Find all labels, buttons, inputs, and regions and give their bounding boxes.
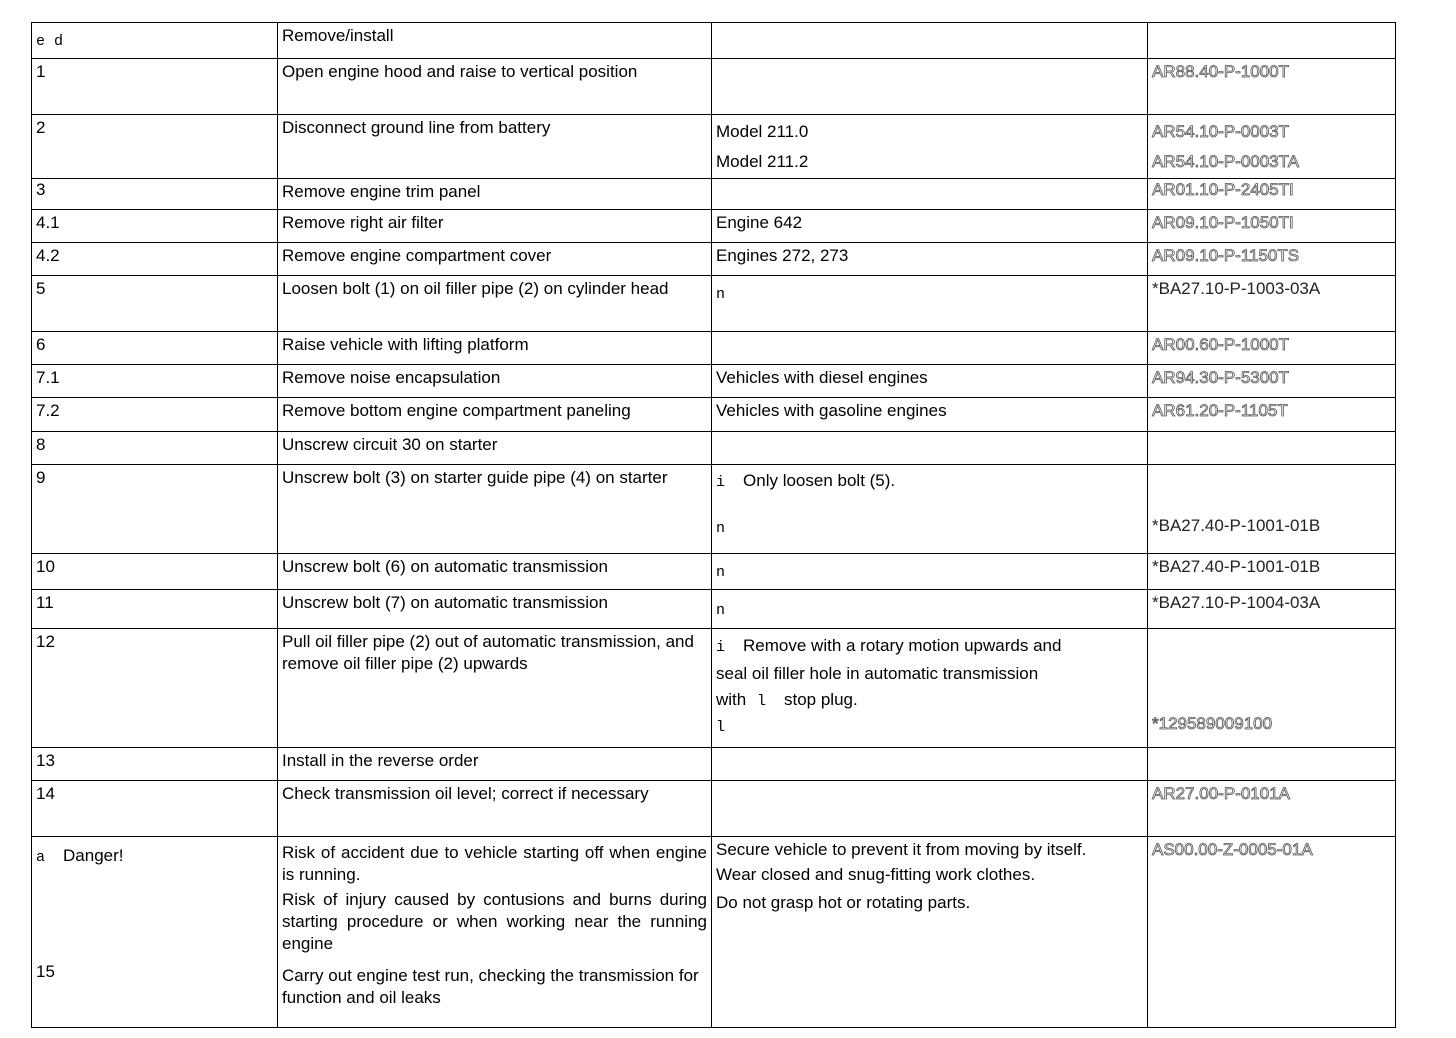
step-action: Remove noise encapsulation xyxy=(278,365,712,398)
danger-measures-cell xyxy=(712,837,1148,1028)
step-reference xyxy=(1148,748,1396,781)
reference-link[interactable]: AR09.10-P-1050TI xyxy=(1152,213,1294,232)
stop-plug-note-with: with xyxy=(716,690,747,709)
info-note-text: Remove with a rotary motion upwards and xyxy=(743,636,1062,655)
step-reference[interactable] xyxy=(1148,243,1396,276)
step-notes xyxy=(712,554,1148,590)
step-reference[interactable] xyxy=(1148,554,1396,590)
step-number: 13 xyxy=(32,748,278,781)
danger-heading xyxy=(36,845,273,869)
danger-label: Danger! xyxy=(63,846,124,865)
step-number: 12 xyxy=(32,629,278,748)
step-reference[interactable] xyxy=(1148,210,1396,243)
step-reference[interactable] xyxy=(1148,59,1396,115)
reference-link[interactable]: AR54.10-P-0003T xyxy=(1152,122,1290,141)
part-number-link[interactable]: *129589009100 xyxy=(1152,714,1273,733)
step-number: 4.1 xyxy=(32,210,278,243)
table-row xyxy=(32,554,1396,590)
header-title: Remove/install xyxy=(282,26,394,45)
step-reference[interactable] xyxy=(1148,179,1396,210)
reference-link[interactable]: *BA27.10-P-1003-03A xyxy=(1152,279,1321,298)
step-reference[interactable] xyxy=(1148,629,1396,748)
step-number: 7.2 xyxy=(32,398,278,432)
info-icon: i xyxy=(716,474,726,491)
header-notes-cell xyxy=(712,23,1148,59)
note-model: Model 211.0 xyxy=(716,122,809,141)
table-row xyxy=(32,115,1396,179)
step-notes xyxy=(712,748,1148,781)
step-action: Install in the reverse order xyxy=(278,748,712,781)
step-notes xyxy=(712,179,1148,210)
info-icon: i xyxy=(716,639,726,656)
reference-link[interactable]: AR01.10-P-2405TI xyxy=(1152,180,1294,199)
table-row xyxy=(32,365,1396,398)
step-action: Unscrew bolt (7) on automatic transmission xyxy=(278,590,712,629)
table-row xyxy=(32,179,1396,210)
reference-link[interactable]: *BA27.40-P-1001-01B xyxy=(1152,516,1321,535)
table-row xyxy=(32,332,1396,365)
step-action: Pull oil filler pipe (2) out of automatic transmission, and remove oil filler pipe (2) upwards xyxy=(278,629,712,748)
step-action: Remove bottom engine compartment paneling xyxy=(278,398,712,432)
step-notes: Vehicles with diesel engines xyxy=(712,365,1148,398)
step-number: 4.2 xyxy=(32,243,278,276)
step-action: Carry out engine test run, checking the transmission for function and oil leaks xyxy=(282,966,699,1007)
step-number: 10 xyxy=(32,554,278,590)
table-row xyxy=(32,398,1396,432)
step-number: 15 xyxy=(36,962,55,981)
torque-note-icon: n xyxy=(716,286,726,303)
step-notes: Engine 642 xyxy=(712,210,1148,243)
step-reference[interactable] xyxy=(1148,365,1396,398)
step-notes xyxy=(712,432,1148,465)
stop-plug-note xyxy=(716,687,1143,715)
step-reference[interactable] xyxy=(1148,590,1396,629)
header-symbol-cell xyxy=(32,23,278,59)
danger-reference-cell[interactable] xyxy=(1148,837,1396,1028)
table-row xyxy=(32,432,1396,465)
step-notes xyxy=(712,590,1148,629)
step-action: Unscrew bolt (3) on starter guide pipe (4) on starter xyxy=(278,465,712,554)
risk-accident-head: Risk of accident xyxy=(282,843,405,862)
step-notes xyxy=(712,115,1148,179)
table-row xyxy=(32,59,1396,115)
step-action: Loosen bolt (1) on oil filler pipe (2) on cylinder head xyxy=(278,276,712,332)
step-action: Remove engine trim panel xyxy=(278,179,712,210)
step-action: Raise vehicle with lifting platform xyxy=(278,332,712,365)
part-note-icon: l xyxy=(716,719,726,736)
reference-link[interactable]: AR09.10-P-1150TS xyxy=(1152,246,1300,265)
risk-injury-text: caused by contusions and burns during starting procedure or when working near the running engine xyxy=(282,890,707,953)
step-number: 8 xyxy=(32,432,278,465)
step-number: 3 xyxy=(32,179,278,210)
table-row xyxy=(32,748,1396,781)
step-number: 2 xyxy=(32,115,278,179)
table-row xyxy=(32,629,1396,748)
info-note-text: Only loosen bolt (5). xyxy=(743,471,896,490)
step-reference[interactable] xyxy=(1148,332,1396,365)
step-reference xyxy=(1148,432,1396,465)
reference-link[interactable]: AR94.30-P-5300T xyxy=(1152,368,1290,387)
reference-link[interactable]: AR88.40-P-1000T xyxy=(1152,62,1290,81)
step-number: 6 xyxy=(32,332,278,365)
step-number: 11 xyxy=(32,590,278,629)
table-row xyxy=(32,210,1396,243)
header-title-cell xyxy=(278,23,712,59)
step-notes xyxy=(712,465,1148,554)
step-reference[interactable] xyxy=(1148,115,1396,179)
risk-injury-head: Risk of injury xyxy=(282,890,387,909)
step-action: Unscrew bolt (6) on automatic transmission xyxy=(278,554,712,590)
table-row xyxy=(32,590,1396,629)
step-notes: Vehicles with gasoline engines xyxy=(712,398,1148,432)
header-refs-cell xyxy=(1148,23,1396,59)
risk-injury xyxy=(282,889,707,955)
danger-risk-cell xyxy=(278,837,712,1028)
info-note-continued: seal oil filler hole in automatic transmission xyxy=(716,664,1039,683)
table-row xyxy=(32,276,1396,332)
reference-link[interactable]: AS00.00-Z-0005-01A xyxy=(1152,840,1313,859)
step-action: Open engine hood and raise to vertical position xyxy=(278,59,712,115)
step-reference[interactable] xyxy=(1148,276,1396,332)
step-notes xyxy=(712,276,1148,332)
risk-accident-text: due to vehicle starting off when engine is running. xyxy=(282,843,707,884)
table-row xyxy=(32,465,1396,554)
reference-link[interactable]: AR27.00-P-0101A xyxy=(1152,784,1290,803)
warning-icon: a xyxy=(36,849,46,866)
step-number: 9 xyxy=(32,465,278,554)
reference-link[interactable]: AR00.60-P-1000T xyxy=(1152,335,1290,354)
torque-note-icon: n xyxy=(716,564,726,581)
step-number: 1 xyxy=(32,59,278,115)
table-row xyxy=(32,243,1396,276)
info-note xyxy=(716,470,1143,494)
procedure-table xyxy=(31,22,1396,1028)
risk-accident xyxy=(282,842,707,886)
step-notes xyxy=(712,332,1148,365)
measure-clothes: Wear closed and snug-fitting work clothes. xyxy=(716,865,1036,884)
step-notes xyxy=(712,781,1148,837)
note-model: Model 211.2 xyxy=(716,152,809,171)
step-action: Disconnect ground line from battery xyxy=(278,115,712,179)
step-action: Remove engine compartment cover xyxy=(278,243,712,276)
step-number: 5 xyxy=(32,276,278,332)
danger-row xyxy=(32,837,1396,1028)
reference-link[interactable]: AR61.20-P-1105T xyxy=(1152,401,1288,420)
stop-plug-symbol: l xyxy=(756,693,766,710)
torque-note-icon: n xyxy=(716,520,726,537)
table-header-row xyxy=(32,23,1396,59)
table-row xyxy=(32,781,1396,837)
measure-hot-parts: Do not grasp hot or rotating parts. xyxy=(716,893,971,912)
info-note xyxy=(716,633,1143,661)
step-number: 7.1 xyxy=(32,365,278,398)
torque-note-icon: n xyxy=(716,602,726,619)
step-reference[interactable] xyxy=(1148,781,1396,837)
reference-link[interactable]: *BA27.40-P-1001-01B xyxy=(1152,557,1321,576)
measure-secure-vehicle: Secure vehicle to prevent it from moving by itself. xyxy=(716,840,1087,859)
reference-link[interactable]: AR54.10-P-0003TA xyxy=(1152,152,1300,171)
step-notes: Engines 272, 273 xyxy=(712,243,1148,276)
step-number: 14 xyxy=(32,781,278,837)
step-notes xyxy=(712,629,1148,748)
step-notes xyxy=(712,59,1148,115)
step-action: Unscrew circuit 30 on starter xyxy=(278,432,712,465)
stop-plug-note-text: stop plug. xyxy=(783,690,858,709)
reference-link[interactable]: *BA27.10-P-1004-03A xyxy=(1152,593,1321,612)
step-reference[interactable] xyxy=(1148,465,1396,554)
step-action: Remove right air filter xyxy=(278,210,712,243)
header-symbols: e d xyxy=(36,33,64,50)
step-action: Check transmission oil level; correct if necessary xyxy=(278,781,712,837)
step-reference[interactable] xyxy=(1148,398,1396,432)
danger-label-cell xyxy=(32,837,278,1028)
